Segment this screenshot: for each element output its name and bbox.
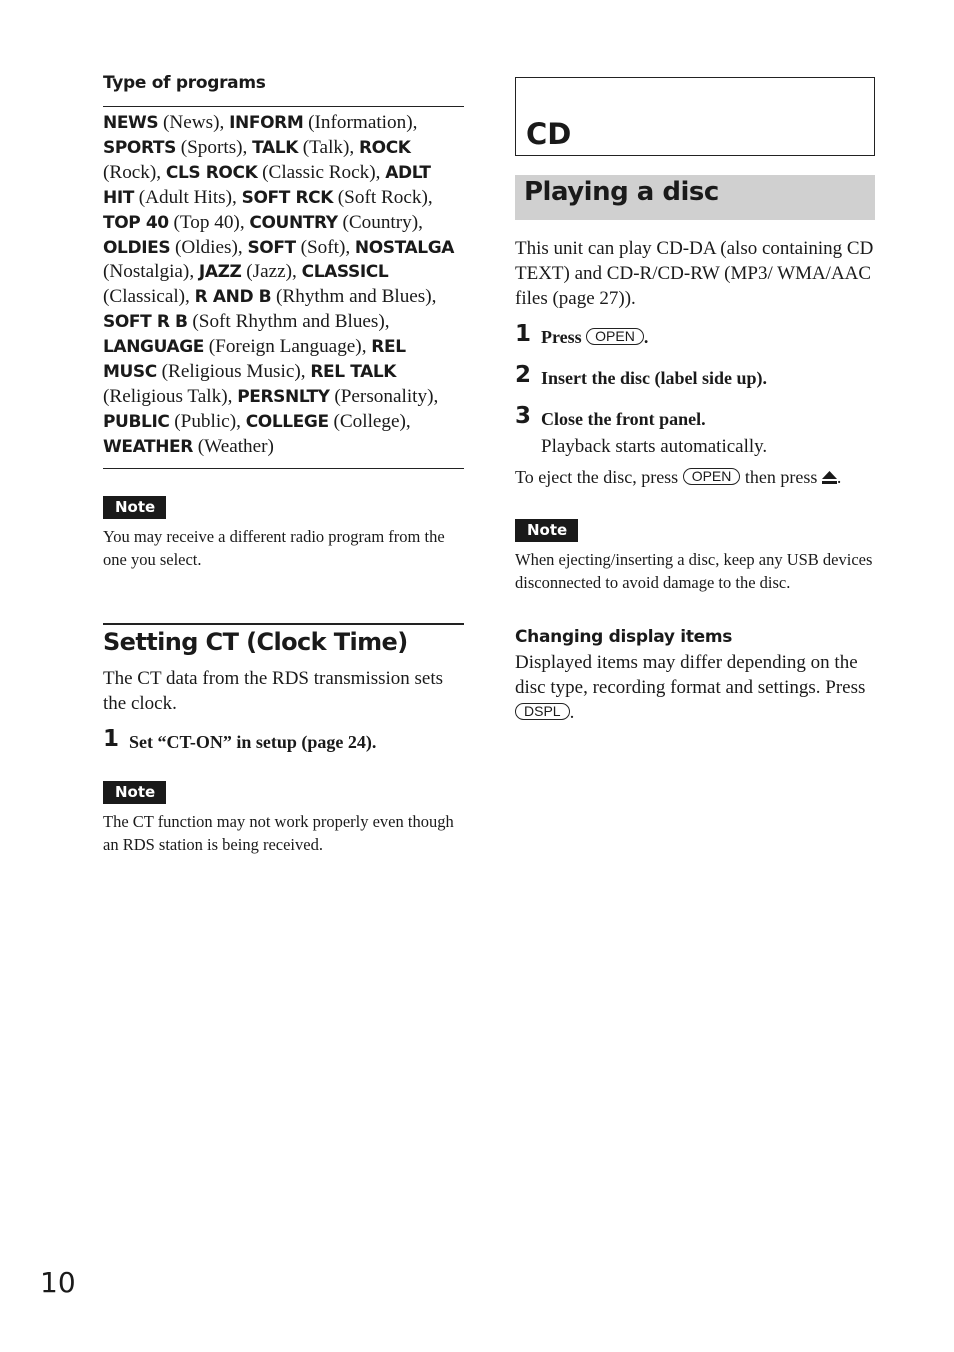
note-text: When ejecting/inserting a disc, keep any USB devices disconnected to avoid damage to the disc. xyxy=(515,550,873,592)
display-suffix: . xyxy=(569,702,575,723)
cd-chapter-title: CD xyxy=(526,117,572,151)
open-key: OPEN xyxy=(683,468,741,485)
ct-body-text: The CT data from the RDS transmission sets the clock. xyxy=(103,667,444,714)
step-detail: Playback starts automatically. xyxy=(541,436,768,457)
program-description: (College), xyxy=(333,410,411,432)
program-code: SPORTS xyxy=(103,137,176,158)
program-description: (Rock), xyxy=(103,161,162,183)
program-description: (Personality), xyxy=(334,385,439,407)
program-description: (Public), xyxy=(174,410,241,432)
program-code: WEATHER xyxy=(103,436,193,457)
program-description: (Jazz), xyxy=(246,261,297,283)
program-code: TALK xyxy=(252,137,298,158)
step-text: Insert the disc (label side up). xyxy=(541,368,768,388)
step-number: 1 xyxy=(103,725,120,752)
program-code: CLASSICL xyxy=(301,262,389,283)
program-description: (Religious Music), xyxy=(161,361,306,383)
program-code: INFORM xyxy=(229,113,304,133)
dspl-key: DSPL xyxy=(515,703,570,720)
step-number: 3 xyxy=(515,403,532,429)
note-ejecting xyxy=(515,519,875,594)
program-description: (Nostalgia), xyxy=(103,261,195,283)
ct-step-1 xyxy=(103,725,464,754)
playing-disc-header xyxy=(515,175,875,220)
program-description: (Soft Rock), xyxy=(337,186,433,208)
program-description: (Talk), xyxy=(302,136,355,158)
program-code: PUBLIC xyxy=(103,411,170,432)
step-suffix: . xyxy=(643,327,649,347)
program-description: (Foreign Language), xyxy=(208,336,367,358)
program-code: SOFT RCK xyxy=(241,187,333,208)
eject-instructions xyxy=(515,465,875,490)
program-code: NEWS xyxy=(103,113,159,133)
program-description: (Top 40), xyxy=(173,211,245,233)
program-description: (Adult Hits), xyxy=(138,186,237,208)
play-step-2 xyxy=(515,362,875,390)
program-description: (Oldies), xyxy=(174,236,243,258)
left-column xyxy=(103,70,464,856)
program-code: ADLT HIT xyxy=(103,162,431,208)
program-description: (Classical), xyxy=(103,286,190,308)
playing-disc-title: Playing a disc xyxy=(524,177,719,207)
note-badge: Note xyxy=(103,496,166,519)
cd-chapter-box xyxy=(515,77,875,156)
program-code: NOSTALGA xyxy=(354,237,455,258)
note-text: The CT function may not work properly even though an RDS station is being received. xyxy=(103,811,454,854)
eject-prefix: To eject the disc, press xyxy=(515,467,679,487)
program-description: (Sports), xyxy=(180,136,248,158)
eject-suffix: . xyxy=(836,467,842,487)
program-description: (Weather) xyxy=(197,435,274,457)
page-number: 10 xyxy=(40,1266,76,1299)
program-description: (Soft Rhythm and Blues), xyxy=(192,311,390,333)
program-description: (Information), xyxy=(308,112,418,133)
note-text: You may receive a different radio program from the one you select. xyxy=(103,526,445,569)
program-code: REL TALK xyxy=(310,362,397,383)
play-step-1 xyxy=(515,321,875,349)
step-text: Set “CT-ON” in setup (page 24). xyxy=(129,731,377,752)
note-radio-program xyxy=(103,496,464,571)
note-badge: Note xyxy=(103,781,166,804)
program-code: TOP 40 xyxy=(103,212,169,233)
program-code: COLLEGE xyxy=(245,411,329,432)
right-column xyxy=(515,77,875,725)
program-code: COUNTRY xyxy=(249,212,338,233)
changing-display-text xyxy=(515,650,875,725)
intro-text: This unit can play CD-DA (also containing CD TEXT) and CD-R/CD-RW (MP3/ WMA/AAC files (page 27)). xyxy=(515,238,874,309)
program-code: JAZZ xyxy=(198,262,242,283)
note-badge: Note xyxy=(515,519,578,542)
program-code: REL MUSC xyxy=(103,337,406,383)
program-description: (Religious Talk), xyxy=(103,385,233,407)
note-ct-function xyxy=(103,781,464,856)
program-code: SOFT R B xyxy=(103,312,188,333)
step-text: Press xyxy=(541,327,582,347)
program-code: SOFT xyxy=(247,237,296,258)
step-number: 1 xyxy=(515,321,532,347)
setting-ct-title: Setting CT (Clock Time) xyxy=(103,627,408,656)
program-code: LANGUAGE xyxy=(103,337,204,358)
program-description: (News), xyxy=(163,112,225,133)
program-code: ROCK xyxy=(358,137,411,158)
program-description: (Country), xyxy=(342,211,423,233)
step-number: 2 xyxy=(515,362,532,388)
display-text: Displayed items may differ depending on the disc type, recording format and settings. xyxy=(515,652,858,698)
program-code: R AND B xyxy=(194,287,272,308)
program-code: PERSNLTY xyxy=(237,386,330,407)
open-key: OPEN xyxy=(586,328,644,345)
step-text: Close the front panel. xyxy=(541,409,706,429)
program-description: (Rhythm and Blues), xyxy=(276,286,437,308)
program-description: (Classic Rock), xyxy=(262,161,381,183)
play-step-3 xyxy=(515,403,875,459)
program-types-list xyxy=(103,106,464,469)
display-press: Press xyxy=(825,677,866,698)
program-code: CLS ROCK xyxy=(165,162,258,183)
eject-middle: then press xyxy=(744,467,818,487)
eject-icon xyxy=(822,471,837,484)
section-rule xyxy=(103,623,464,625)
program-code: OLDIES xyxy=(103,237,171,258)
program-description: (Soft), xyxy=(300,236,351,258)
changing-display-heading: Changing display items xyxy=(515,627,733,647)
type-of-programs-heading: Type of programs xyxy=(103,73,266,93)
